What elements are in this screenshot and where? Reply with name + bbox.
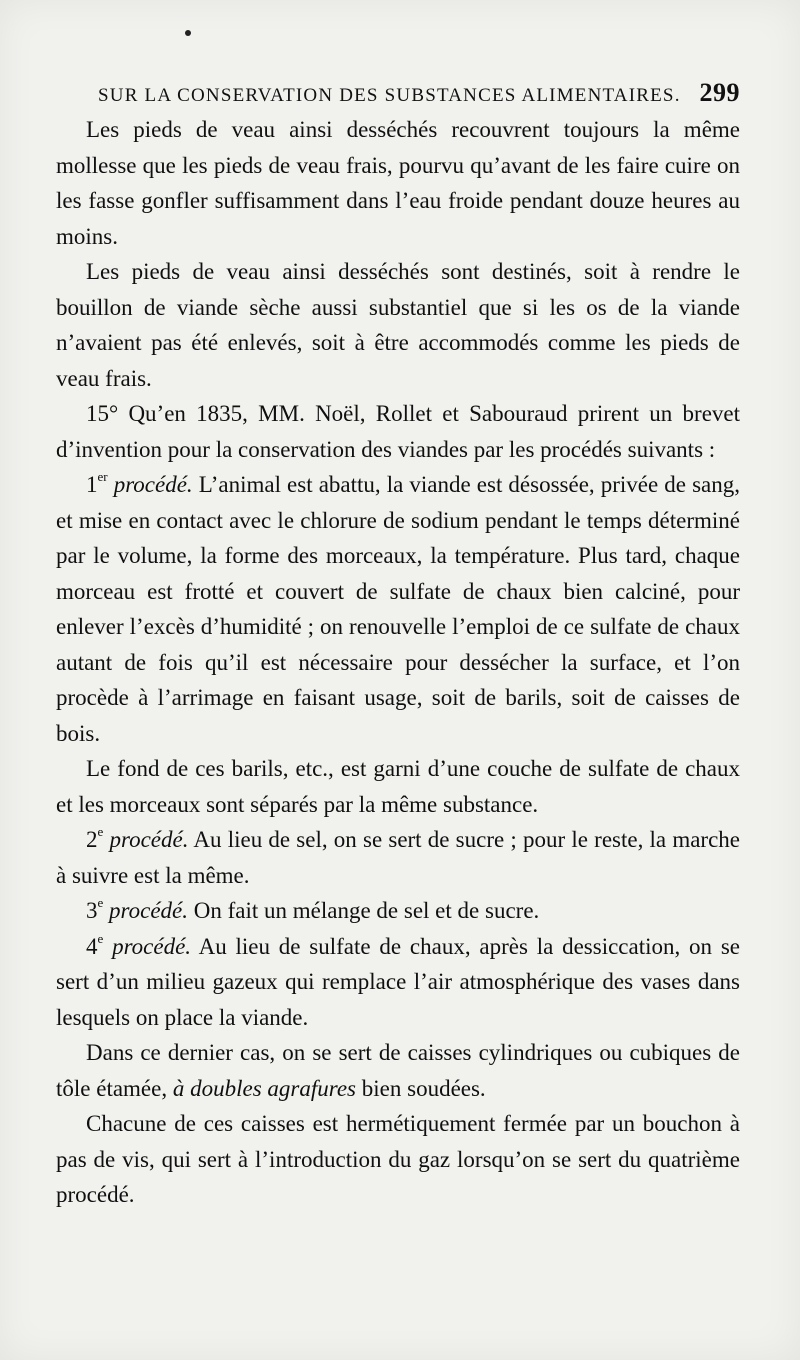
procede-1-number: 1 (86, 472, 98, 497)
paragraph-10: Chacune de ces caisses est hermétiquement fermée par un bouchon à pas de vis, qui sert à l’introduction du gaz lorsqu’on se sert du quatrième procédé. (56, 1111, 740, 1207)
procede-1-superscript: er (97, 469, 108, 485)
body-text (56, 112, 740, 1213)
procede-3-text: On fait un mélange de sel et de sucre. (193, 898, 540, 923)
paragraph-1: Les pieds de veau ainsi desséchés recouvrent toujours la même mollesse que les pieds de veau frais, pourvu qu’avant de les faire cuire on les fasse gonfler suffisamment dans l’eau froide pendant douze heures au moins. (56, 117, 740, 249)
paragraph-procede-3 (56, 893, 740, 929)
paragraph-2: Les pieds de veau ainsi desséchés sont destinés, soit à rendre le bouillon de viande sèche aussi substantiel que si les os de la viande n’avaient pas été enlevés, soit à être accommodés comme les pieds de veau frais. (56, 259, 740, 391)
paragraph-5: Le fond de ces barils, etc., est garni d’une couche de sulfate de chaux et les morceaux sont séparés par la même substance. (56, 756, 740, 817)
procede-2-text: Au lieu de sel, on se sert de sucre ; pour le reste, la marche à suivre est la même. (56, 827, 740, 888)
paragraph-procede-1 (56, 467, 740, 751)
paragraph-3: 15° Qu’en 1835, MM. Noël, Rollet et Sabouraud prirent un brevet d’invention pour la conservation des viandes par les procédés suivants : (56, 401, 740, 462)
page-header (98, 78, 740, 108)
ink-dot (185, 30, 191, 36)
procede-3-label: procédé. (109, 898, 189, 923)
paragraph-9-italic: à doubles agrafures (172, 1075, 357, 1101)
procede-2-superscript: e (97, 824, 104, 840)
procede-2-number: 2 (86, 827, 98, 852)
procede-4-label: procédé. (112, 933, 192, 959)
procede-1-text: L’animal est abattu, la viande est désossée, privée de sang, et mise en contact avec le chlorure de sodium pendant le temps déterminé par le volume, la forme des morceaux, la température. Plus tard, chaque morceau est frotté et couvert de sulfate de chaux bien calciné, pour enlever l’excès d’humidité ; on renouvelle l’emploi de ce sulfate de chaux autant de fois qu’il est nécessaire pour dessécher la surface, et l’on procède à l’arrimage en faisant usage, soit de barils, soit de caisses de bois. (56, 472, 741, 746)
procede-3-superscript: e (97, 895, 104, 911)
paragraph-9-start: Dans ce dernier cas, on se sert de caisses cylindriques ou cubiques de tôle étamée, (56, 1040, 740, 1101)
procede-3-number: 3 (86, 898, 98, 923)
procede-1-label: procédé. (113, 472, 193, 497)
paragraph-procede-2 (56, 822, 740, 893)
procede-4-superscript: e (97, 930, 104, 946)
procede-4-number: 4 (86, 933, 98, 959)
paragraph-9 (56, 1035, 740, 1106)
paragraph-procede-4 (56, 929, 740, 1036)
page-number: 299 (699, 78, 740, 107)
paragraph-9-end: bien soudées. (361, 1075, 486, 1101)
procede-4-text: Au lieu de sulfate de chaux, après la dessiccation, on se sert d’un milieu gazeux qui remplace l’air atmosphérique des vases dans lesquels on place la viande. (56, 933, 740, 1030)
running-title: SUR LA CONSERVATION DES SUBSTANCES ALIMENTAIRES. (98, 85, 681, 106)
procede-2-label: procédé. (109, 827, 189, 852)
